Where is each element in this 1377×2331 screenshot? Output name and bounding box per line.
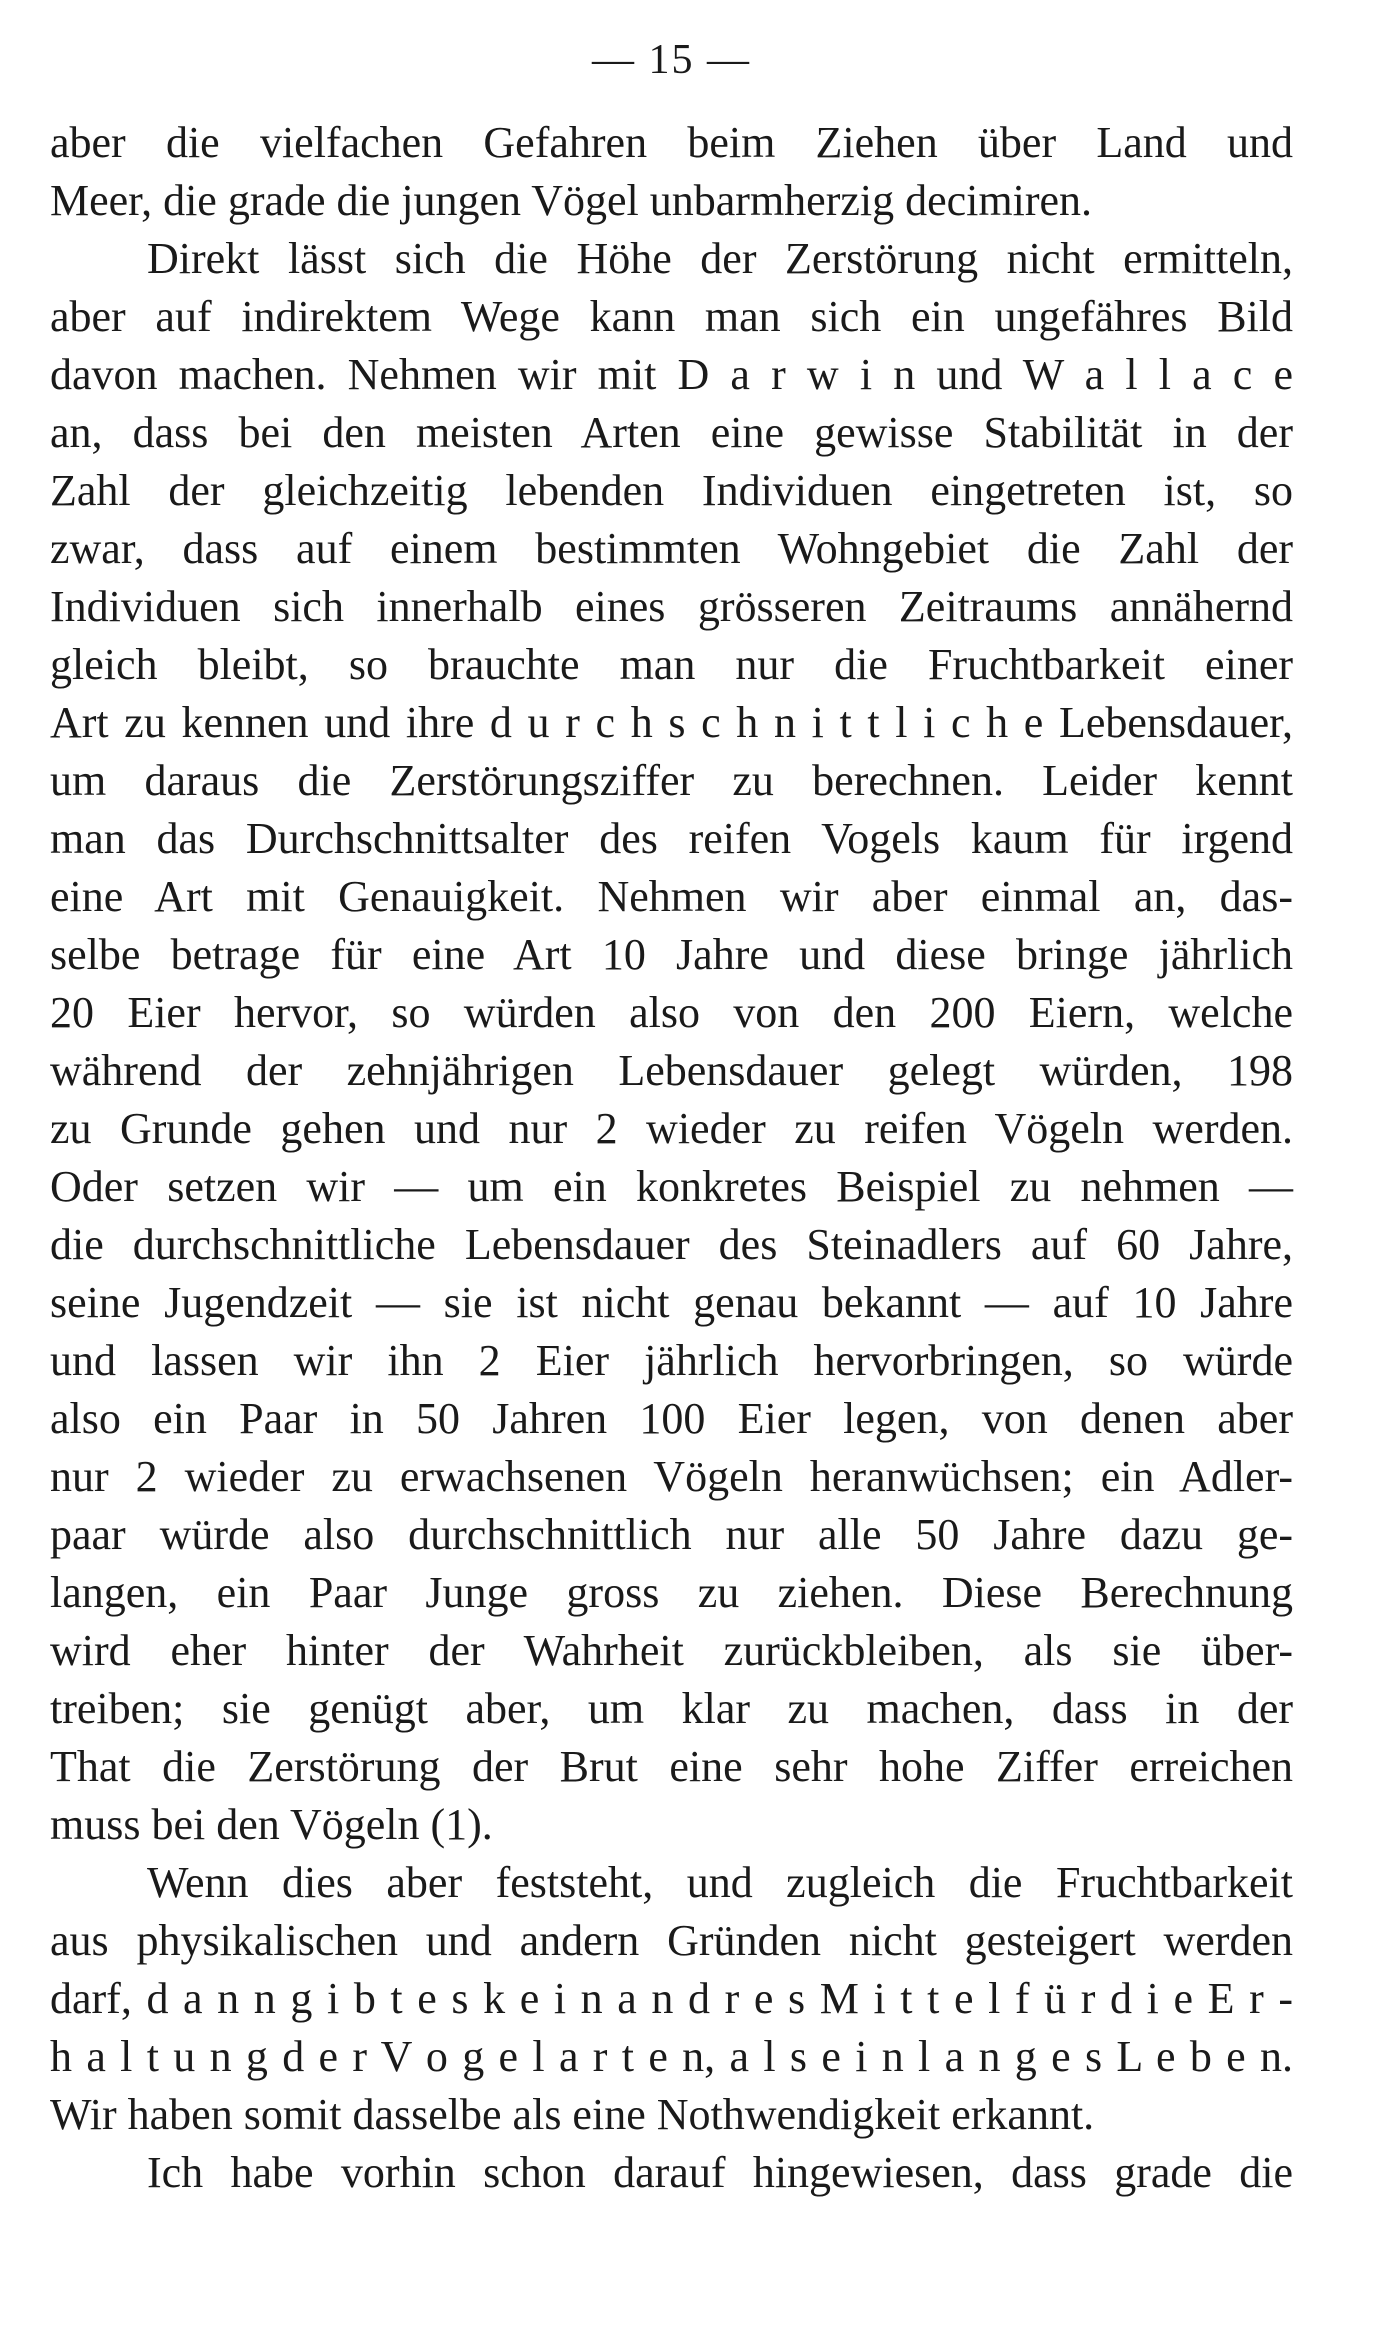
page-number: — 15 — <box>592 37 751 83</box>
text-line: treiben; sie genügt aber, um klar zu machen, dass in der <box>50 1684 1293 1733</box>
text-line: aber auf indirektem Wege kann man sich ein ungefähres Bild <box>50 292 1293 341</box>
text-line: aus physikalischen und andern Gründen nicht gesteigert werden <box>50 1916 1293 1965</box>
text-line: Zahl der gleichzeitig lebenden Individuen eingetreten ist, so <box>50 466 1293 515</box>
text-line: wird eher hinter der Wahrheit zurückbleiben, als sie über- <box>50 1626 1293 1675</box>
text-line: 20 Eier hervor, so würden also von den 200 Eiern, welche <box>50 988 1293 1037</box>
text-line: Individuen sich innerhalb eines grösseren Zeitraums annähernd <box>50 582 1293 631</box>
text-line: während der zehnjährigen Lebensdauer gelegt würden, 198 <box>50 1046 1293 1095</box>
text-line: nur 2 wieder zu erwachsenen Vögeln heranwüchsen; ein Adler- <box>50 1452 1293 1501</box>
text-line: paar würde also durchschnittlich nur alle 50 Jahre dazu ge- <box>50 1510 1293 1559</box>
text-line: man das Durchschnittsalter des reifen Vogels kaum für irgend <box>50 814 1293 863</box>
text-line: Meer, die grade die jungen Vögel unbarmherzig decimiren. <box>50 176 1093 225</box>
text-line: eine Art mit Genauigkeit. Nehmen wir aber einmal an, das- <box>50 872 1293 921</box>
text-line: Direkt lässt sich die Höhe der Zerstörung nicht ermitteln, <box>147 234 1293 283</box>
text-line: also ein Paar in 50 Jahren 100 Eier legen, von denen aber <box>50 1394 1293 1443</box>
text-line: muss bei den Vögeln (1). <box>50 1800 493 1849</box>
text-line: Wenn dies aber feststeht, und zugleich die Fruchtbarkeit <box>147 1858 1293 1907</box>
text-line: und lassen wir ihn 2 Eier jährlich hervorbringen, so würde <box>50 1336 1293 1385</box>
text-line: seine Jugendzeit — sie ist nicht genau bekannt — auf 10 Jahre <box>50 1278 1293 1327</box>
text-line: Oder setzen wir — um ein konkretes Beispiel zu nehmen — <box>50 1162 1293 1211</box>
text-line: zwar, dass auf einem bestimmten Wohngebiet die Zahl der <box>50 524 1293 573</box>
text-line: Art zu kennen und ihre d u r c h s c h n i t t l i c h e Lebensdauer, <box>50 698 1293 747</box>
text-line: zu Grunde gehen und nur 2 wieder zu reifen Vögeln werden. <box>50 1104 1293 1153</box>
text-line: Wir haben somit dasselbe als eine Nothwendigkeit erkannt. <box>50 2090 1095 2139</box>
text-line: davon machen. Nehmen wir mit D a r w i n und W a l l a c e <box>50 350 1293 399</box>
text-line: die durchschnittliche Lebensdauer des Steinadlers auf 60 Jahre, <box>50 1220 1293 1269</box>
text-line: gleich bleibt, so brauchte man nur die Fruchtbarkeit einer <box>50 640 1293 689</box>
text-line: langen, ein Paar Junge gross zu ziehen. Diese Berechnung <box>50 1568 1293 1617</box>
text-line: That die Zerstörung der Brut eine sehr hohe Ziffer erreichen <box>50 1742 1293 1791</box>
text-line: an, dass bei den meisten Arten eine gewisse Stabilität in der <box>50 408 1293 457</box>
text-line: Ich habe vorhin schon darauf hingewiesen, dass grade die <box>147 2148 1293 2197</box>
text-line: aber die vielfachen Gefahren beim Ziehen über Land und <box>50 118 1293 167</box>
text-line: h a l t u n g d e r V o g e l a r t e n, a l s e i n l a n g e s L e b e n. <box>50 2032 1293 2081</box>
text-line: um daraus die Zerstörungsziffer zu berechnen. Leider kennt <box>50 756 1293 805</box>
body-text <box>50 114 1293 2202</box>
text-line: darf, d a n n g i b t e s k e i n a n d r e s M i t t e l f ü r d i e E r - <box>50 1974 1293 2023</box>
text-line: selbe betrage für eine Art 10 Jahre und diese bringe jährlich <box>50 930 1293 979</box>
